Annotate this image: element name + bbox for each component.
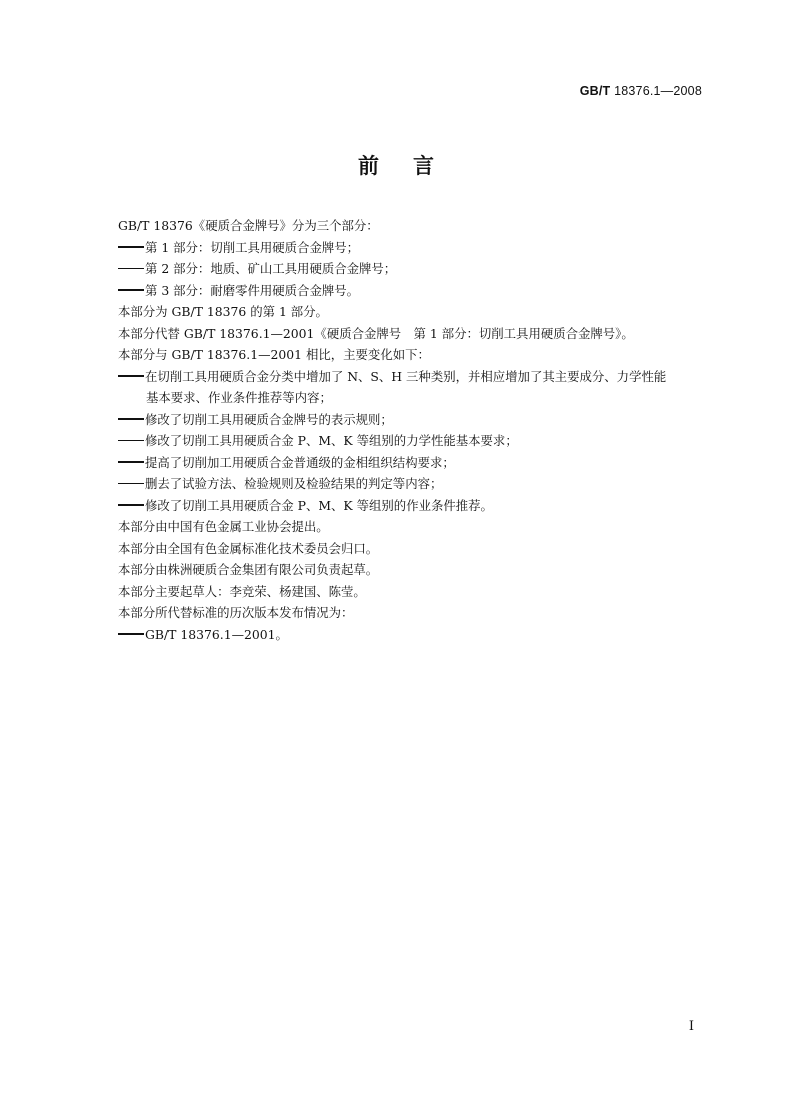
line-text: 提高了切削加工用硬质合金普通级的金相组织结构要求； xyxy=(145,454,455,470)
line-text: 删去了试验方法、检验规则及检验结果的判定等内容； xyxy=(145,476,443,491)
list-item xyxy=(118,473,708,495)
list-item xyxy=(118,258,708,280)
line-text: 本部分与 GB/T 18376.1—2001 相比，主要变化如下： xyxy=(118,347,430,362)
foreword-body xyxy=(118,215,708,645)
list-item xyxy=(118,366,708,388)
line-text: 修改了切削工具用硬质合金 P、M、K 等组别的作业条件推荐。 xyxy=(145,497,493,513)
list-item xyxy=(118,237,708,259)
list-item xyxy=(118,430,708,452)
list-item xyxy=(118,280,708,302)
em-dash-marker xyxy=(118,483,144,484)
line-text: 修改了切削工具用硬质合金 P、M、K 等组别的力学性能基本要求； xyxy=(145,433,518,448)
paragraph-line xyxy=(118,323,708,345)
line-text: 本部分为 GB/T 18376 的第 1 部分。 xyxy=(118,304,328,319)
em-dash-marker xyxy=(118,440,144,441)
line-text: GB/T 18376.1—2001。 xyxy=(145,626,288,642)
list-item xyxy=(118,409,708,431)
paragraph-line xyxy=(118,344,708,366)
line-text: 本部分代替 GB/T 18376.1—2001《硬质合金牌号 第 1 部分：切削工具用硬质合金牌号》。 xyxy=(118,325,634,341)
list-item xyxy=(118,495,708,517)
standard-code: GB/T xyxy=(579,84,611,98)
line-text: GB/T 18376《硬质合金牌号》分为三个部分： xyxy=(118,218,379,233)
page-header xyxy=(580,84,702,98)
page-number: I xyxy=(688,1019,694,1034)
line-text: 本部分所代替标准的历次版本发布情况为： xyxy=(118,605,354,620)
em-dash-marker xyxy=(118,375,144,376)
list-item xyxy=(118,452,708,474)
line-text: 本部分由株洲硬质合金集团有限公司负责起草。 xyxy=(118,562,379,577)
paragraph-line xyxy=(118,602,708,624)
line-text: 修改了切削工具用硬质合金牌号的表示规则； xyxy=(145,411,393,427)
paragraph-line xyxy=(118,538,708,560)
paragraph-line xyxy=(118,559,708,581)
line-text: 第 3 部分：耐磨零件用硬质合金牌号。 xyxy=(145,282,360,298)
paragraph-line xyxy=(118,301,708,323)
standard-number: 18376.1—2008 xyxy=(614,84,702,98)
paragraph-line xyxy=(118,581,708,603)
paragraph-line xyxy=(118,516,708,538)
em-dash-marker xyxy=(118,504,144,505)
line-text: 本部分由中国有色金属工业协会提出。 xyxy=(118,519,329,534)
line-text: 在切削工具用硬质合金分类中增加了 N、S、H 三种类别，并相应增加了其主要成分、力学性能 xyxy=(145,368,667,384)
line-text: 第 1 部分：切削工具用硬质合金牌号； xyxy=(145,239,360,255)
paragraph-line xyxy=(118,387,708,409)
em-dash-marker xyxy=(118,418,144,419)
paragraph-line xyxy=(118,215,708,237)
line-text: 本部分主要起草人：李竞荣、杨建国、陈莹。 xyxy=(118,583,366,599)
em-dash-marker xyxy=(118,289,144,290)
line-text: 本部分由全国有色金属标准化技术委员会归口。 xyxy=(118,540,379,556)
line-text: 第 2 部分：地质、矿山工具用硬质合金牌号； xyxy=(145,261,397,276)
em-dash-marker xyxy=(118,461,144,462)
em-dash-marker xyxy=(118,633,144,634)
line-text: 基本要求、作业条件推荐等内容； xyxy=(146,390,332,405)
list-item xyxy=(118,624,708,646)
em-dash-marker xyxy=(118,246,144,247)
page-title: 前言 xyxy=(358,154,468,178)
em-dash-marker xyxy=(118,268,144,269)
